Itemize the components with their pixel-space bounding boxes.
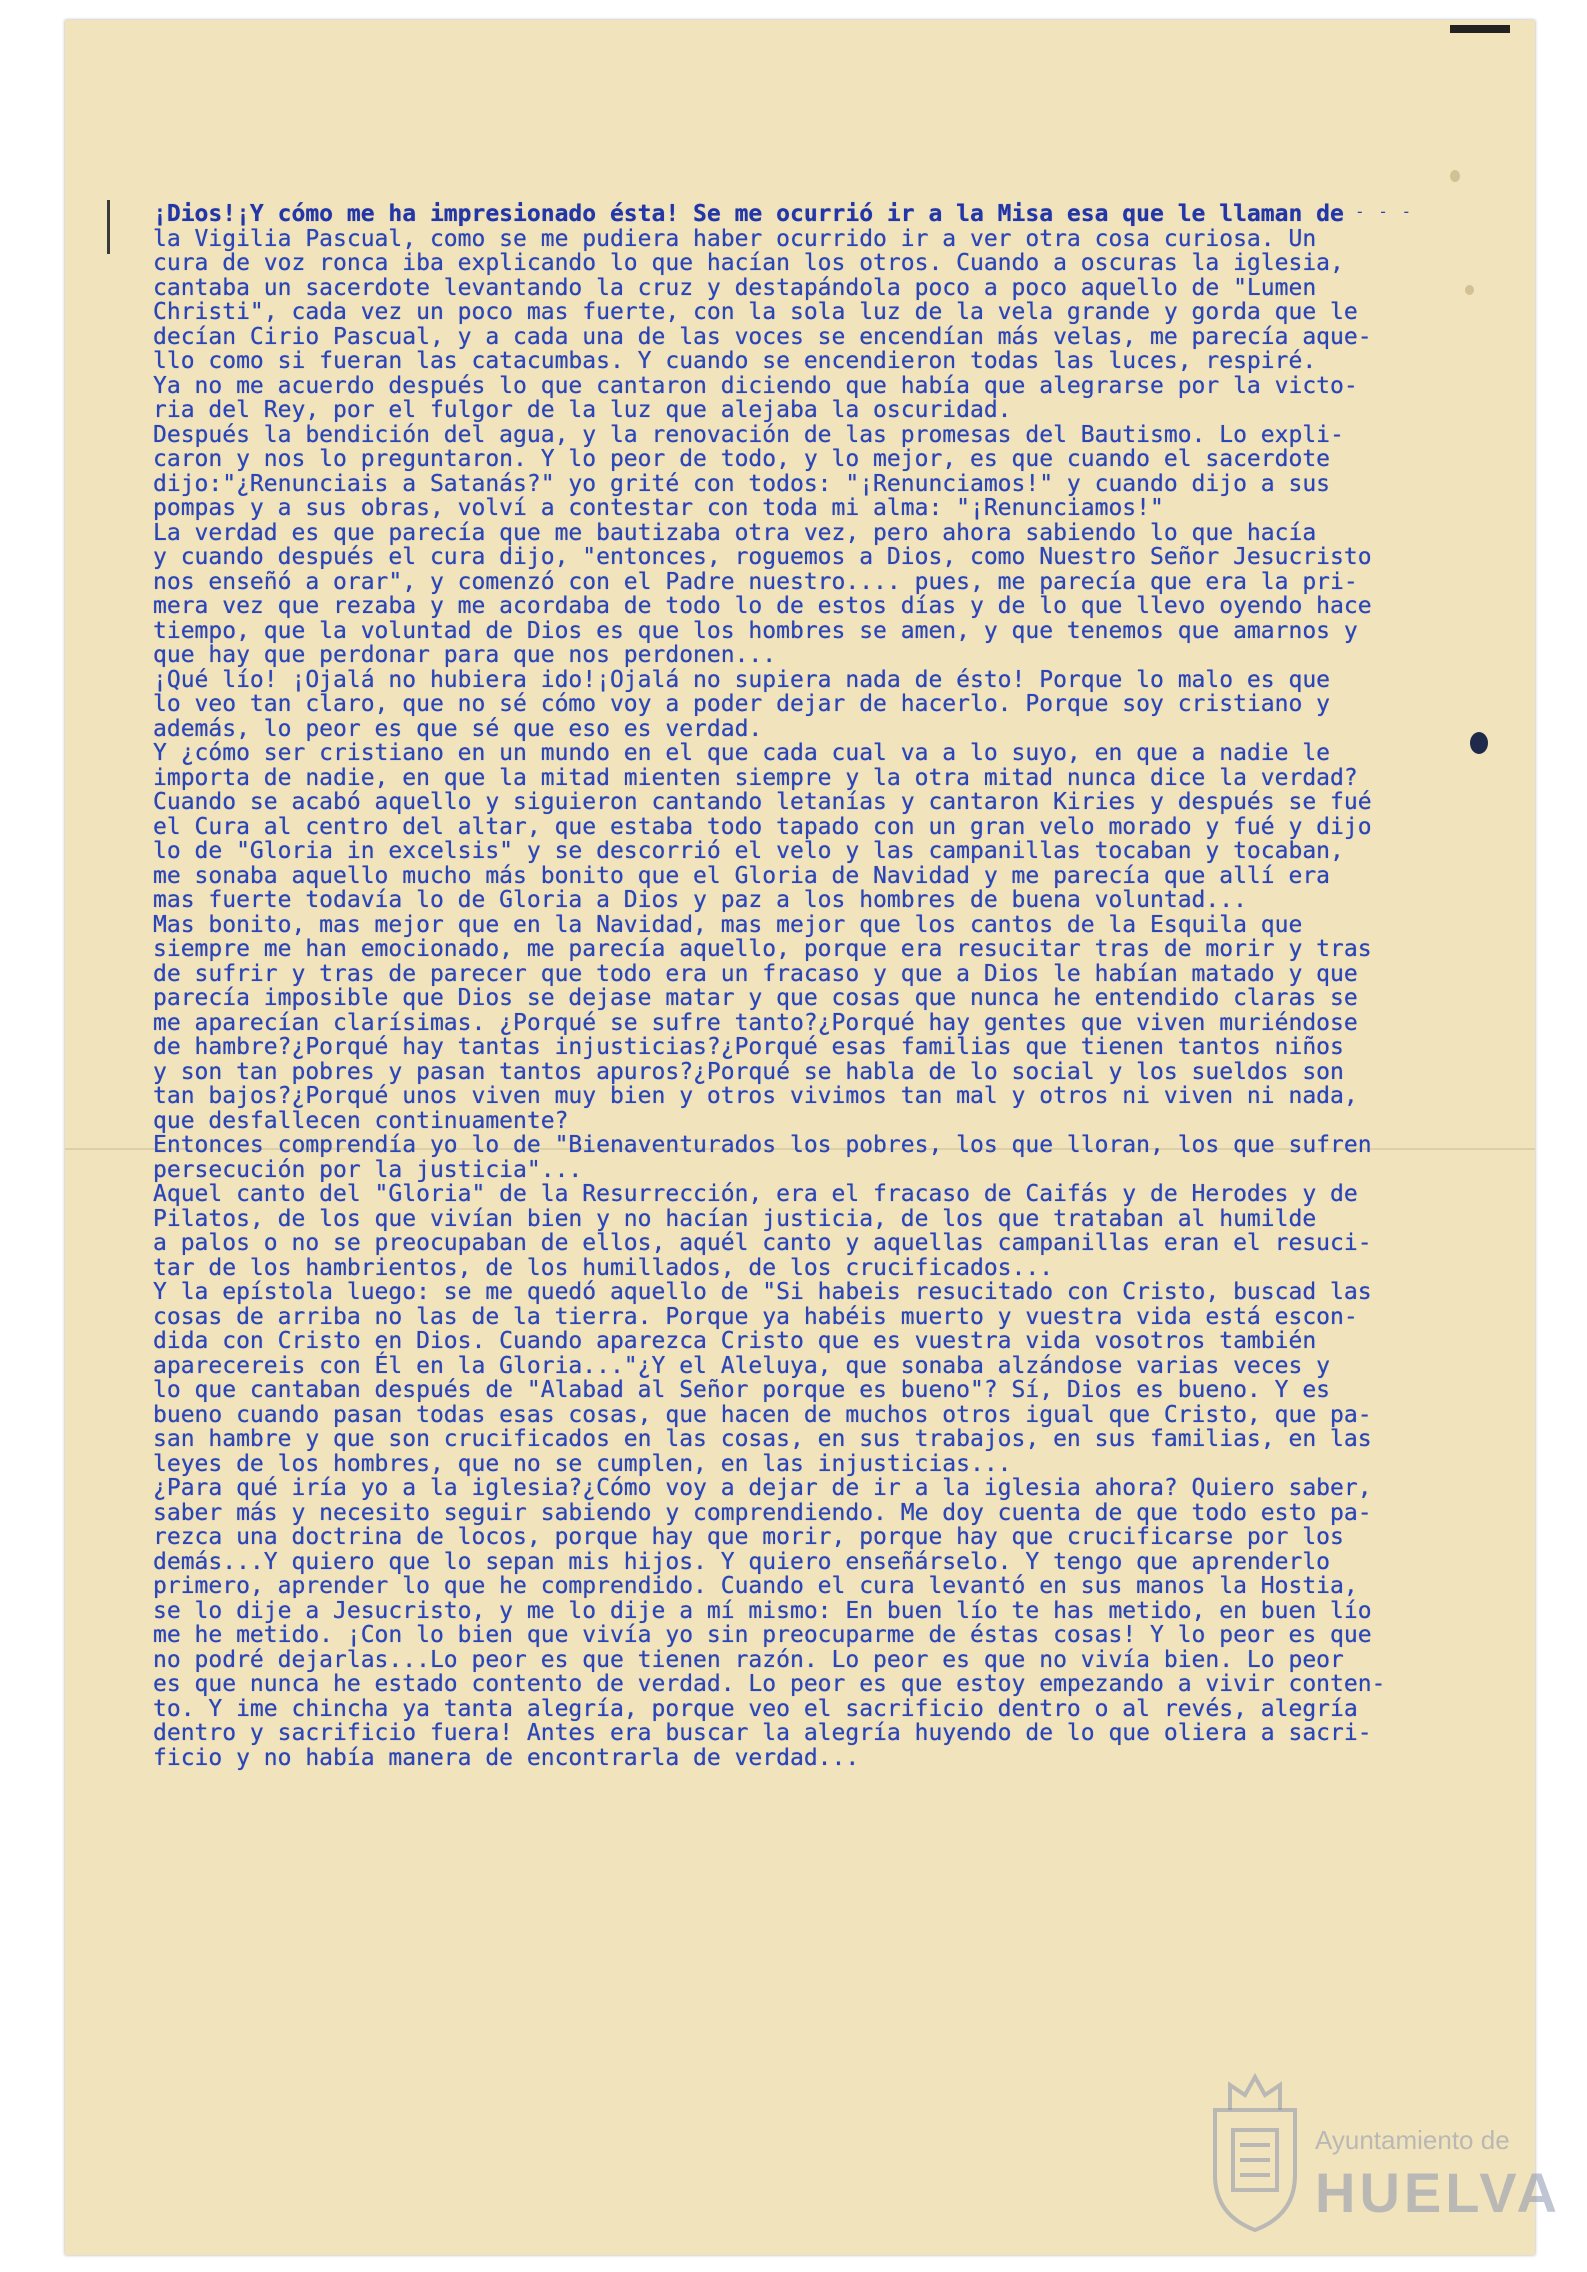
text-line: Pilatos, de los que vivían bien y no hacían justicia, de los que trataban al humilde (153, 1205, 1317, 1232)
text-line: Mas bonito, mas mejor que en la Navidad, mas mejor que los cantos de la Esquila que (153, 911, 1303, 938)
text-line: Ya no me acuerdo después lo que cantaron diciendo que había que alegrarse por la victo- (153, 372, 1358, 399)
text-line: llo como si fueran las catacumbas. Y cuando se encendieron todas las luces, respiré. (153, 348, 1317, 374)
text-line: mera vez que rezaba y me acordaba de todo lo de estos días y de lo que llevo oyendo hace (153, 593, 1372, 619)
text-line: cosas de arriba no las de la tierra. Porque ya habéis muerto y vuestra vida está escon- (153, 1303, 1358, 1330)
text-line: cura de voz ronca iba explicando lo que hacían los otros. Cuando a oscuras la iglesia, (153, 250, 1344, 276)
text-line: Christi", cada vez un poco mas fuerte, con la sola luz de la vela grande y gorda que le (153, 299, 1358, 325)
text-line: es que nunca he estado contento de verdad. Lo peor es que estoy empezando a vivir conten- (153, 1671, 1386, 1697)
text-line: tan bajos?¿Porqué unos viven muy bien y otros vivimos tan mal y otros ni viven ni nada, (153, 1083, 1358, 1109)
text-line: siempre me han emocionado, me parecía aquello, porque era resucitar tras de morir y tras (153, 936, 1372, 962)
page-mark: - - - (1355, 202, 1414, 221)
document-sheet (65, 20, 1535, 2255)
text-line: que hay que perdonar para que nos perdonen... (153, 642, 777, 668)
text-line: dida con Cristo en Dios. Cuando aparezca Cristo que es vuestra vida vosotros también (153, 1328, 1317, 1354)
text-line: decían Cirio Pascual, y a cada una de las voces se encendían más velas, me parecía aque- (153, 323, 1372, 350)
text-line: Y la epístola luego: se me quedó aquello de "Si habeis resucitado con Cristo, buscad las (153, 1279, 1372, 1305)
text-line: san hambre y que son crucificados en las cosas, en sus trabajos, en sus familias, en las (153, 1426, 1372, 1452)
text-line: lo que cantaban después de "Alabad al Señor porque es bueno"? Sí, Dios es bueno. Y es (153, 1377, 1331, 1403)
text-line: importa de nadie, en que la mitad mienten siempre y la otra mitad nunca dice la verdad? (153, 764, 1358, 791)
text-line: que desfallecen continuamente? (153, 1107, 569, 1134)
text-line: to. Y ime chincha ya tanta alegría, porque veo el sacrificio dentro o al revés, alegría (153, 1695, 1358, 1722)
text-line: no podré dejarlas...Lo peor es que tienen razón. Lo peor es que no vivía bien. Lo peor (153, 1646, 1344, 1673)
text-line: parecía imposible que Dios se dejase matar y que cosas que nunca he entendido claras se (153, 985, 1358, 1011)
text-line: Después la bendición del agua, y la renovación de las promesas del Bautismo. Lo expli- (153, 421, 1344, 448)
corner-mark (1450, 25, 1510, 33)
text-line: saber más y necesito seguir sabiendo y comprendiendo. Me doy cuenta de que todo esto pa- (153, 1499, 1372, 1526)
text-line: Cuando se acabó aquello y siguieron cantando letanías y cantaron Kiries y después se fué (153, 789, 1372, 815)
text-line: cantaba un sacerdote levantando la cruz y destapándola poco a poco aquello de "Lumen (153, 274, 1317, 301)
typed-text-body (153, 202, 1473, 1770)
text-line: primero, aprender lo que he comprendido. Cuando el cura levantó en sus manos la Hostia, (153, 1573, 1358, 1599)
text-line: pompas y a sus obras, volví a contestar con toda mi alma: "¡Renunciamos!" (153, 495, 1164, 521)
text-line: ¡Dios!¡Y cómo me ha impresionado ésta! Se me ocurrió ir a la Misa esa que le llaman de (153, 201, 1344, 227)
text-line: dijo:"¿Renunciais a Satanás?" yo grité con todos: "¡Renunciamos!" y cuando dijo a sus (153, 470, 1331, 497)
text-line: Aquel canto del "Gloria" de la Resurrección, era el fracaso de Caifás y de Herodes y de (153, 1181, 1358, 1207)
text-line: ria del Rey, por el fulgor de la luz que alejaba la oscuridad. (153, 397, 1012, 423)
text-line: de sufrir y tras de parecer que todo era un fracaso y que a Dios le habían matado y que (153, 960, 1358, 987)
text-line: Y ¿cómo ser cristiano en un mundo en el que cada cual va a lo suyo, en que a nadie le (153, 740, 1331, 766)
huelva-watermark (1195, 2065, 1561, 2245)
text-line: Entonces comprendía yo lo de "Bienaventurados los pobres, los que lloran, los que sufren (153, 1132, 1372, 1158)
text-line: lo veo tan claro, que no sé cómo voy a poder dejar de hacerlo. Porque soy cristiano y (153, 691, 1331, 717)
text-line: dentro y sacrificio fuera! Antes era buscar la alegría huyendo de lo que oliera a sacri- (153, 1720, 1372, 1746)
text-line: mas fuerte todavía lo de Gloria a Dios y paz a los hombres de buena voluntad... (153, 887, 1247, 913)
text-line: tar de los hambrientos, de los humillados, de los crucificados... (153, 1254, 1054, 1281)
text-line: leyes de los hombres, que no se cumplen, en las injusticias... (153, 1450, 1012, 1477)
text-line: me aparecían clarísimas. ¿Porqué se sufre tanto?¿Porqué hay gentes que viven muriéndose (153, 1009, 1358, 1036)
text-line: me he metido. ¡Con lo bien que vivía yo sin preocuparme de éstas cosas! Y lo peor es que (153, 1622, 1372, 1648)
punch-hole (1450, 170, 1460, 182)
text-line: tiempo, que la voluntad de Dios es que los hombres se amen, y que tenemos que amarnos y (153, 617, 1358, 644)
text-line: La verdad es que parecía que me bautizaba otra vez, pero ahora sabiendo lo que hacía (153, 519, 1317, 546)
text-line: bueno cuando pasan todas esas cosas, que hacen de muchos otros igual que Cristo, que pa- (153, 1401, 1372, 1428)
watermark-line-1: Ayuntamiento de (1315, 2125, 1510, 2155)
text-line: a palos o no se preocupaban de ellos, aquél canto y aquellas campanillas eran el resuci- (153, 1230, 1372, 1256)
text-line: nos enseñó a orar", y comenzó con el Padre nuestro.... pues, me parecía que era la pri- (153, 568, 1358, 595)
text-line: persecución por la justicia"... (153, 1156, 583, 1183)
text-line: me sonaba aquello mucho más bonito que el Gloria de Navidad y me parecía que allí era (153, 862, 1331, 889)
text-line: la Vigilia Pascual, como se me pudiera haber ocurrido ir a ver otra cosa curiosa. Un (153, 225, 1317, 252)
text-line: ficio y no había manera de encontrarla de verdad... (153, 1744, 860, 1771)
margin-mark (107, 200, 110, 254)
text-line: lo de "Gloria in excelsis" y se descorrió el velo y las campanillas tocaban y tocaban, (153, 838, 1344, 864)
text-line: de hambre?¿Porqué hay tantas injusticias?¿Porqué esas familias que tienen tantos niños (153, 1034, 1344, 1060)
text-line: se lo dije a Jesucristo, y me lo dije a mí mismo: En buen lío te has metido, en buen lío (153, 1597, 1372, 1624)
text-line: aparecereis con Él en la Gloria..."¿Y el Aleluya, que sonaba alzándose varias veces y (153, 1352, 1331, 1379)
text-line: y cuando después el cura dijo, "entonces, roguemos a Dios, como Nuestro Señor Jesucristo (153, 544, 1372, 570)
watermark-line-2: HUELVA (1315, 2161, 1561, 2224)
text-line: rezca una doctrina de locos, porque hay que morir, porque hay que crucificarse por los (153, 1524, 1344, 1550)
text-line: ¿Para qué iría yo a la iglesia?¿Cómo voy a dejar de ir a la iglesia ahora? Quiero saber, (153, 1475, 1372, 1501)
text-line: caron y nos lo preguntaron. Y lo peor de todo, y lo mejor, es que cuando el sacerdote (153, 446, 1331, 472)
text-line: ¡Qué lío! ¡Ojalá no hubiera ido!¡Ojalá no supiera nada de ésto! Porque lo malo es que (153, 666, 1331, 693)
coat-of-arms-icon (1195, 2065, 1315, 2235)
text-line: demás...Y quiero que lo sepan mis hijos. Y quiero enseñárselo. Y tengo que aprenderlo (153, 1548, 1331, 1575)
text-line: además, lo peor es que sé que eso es verdad. (153, 715, 763, 742)
text-line: el Cura al centro del altar, que estaba todo tapado con un gran velo morado y fué y dijo (153, 813, 1372, 840)
text-line: y son tan pobres y pasan tantos apuros?¿Porqué se habla de lo social y los sueldos son (153, 1058, 1344, 1085)
